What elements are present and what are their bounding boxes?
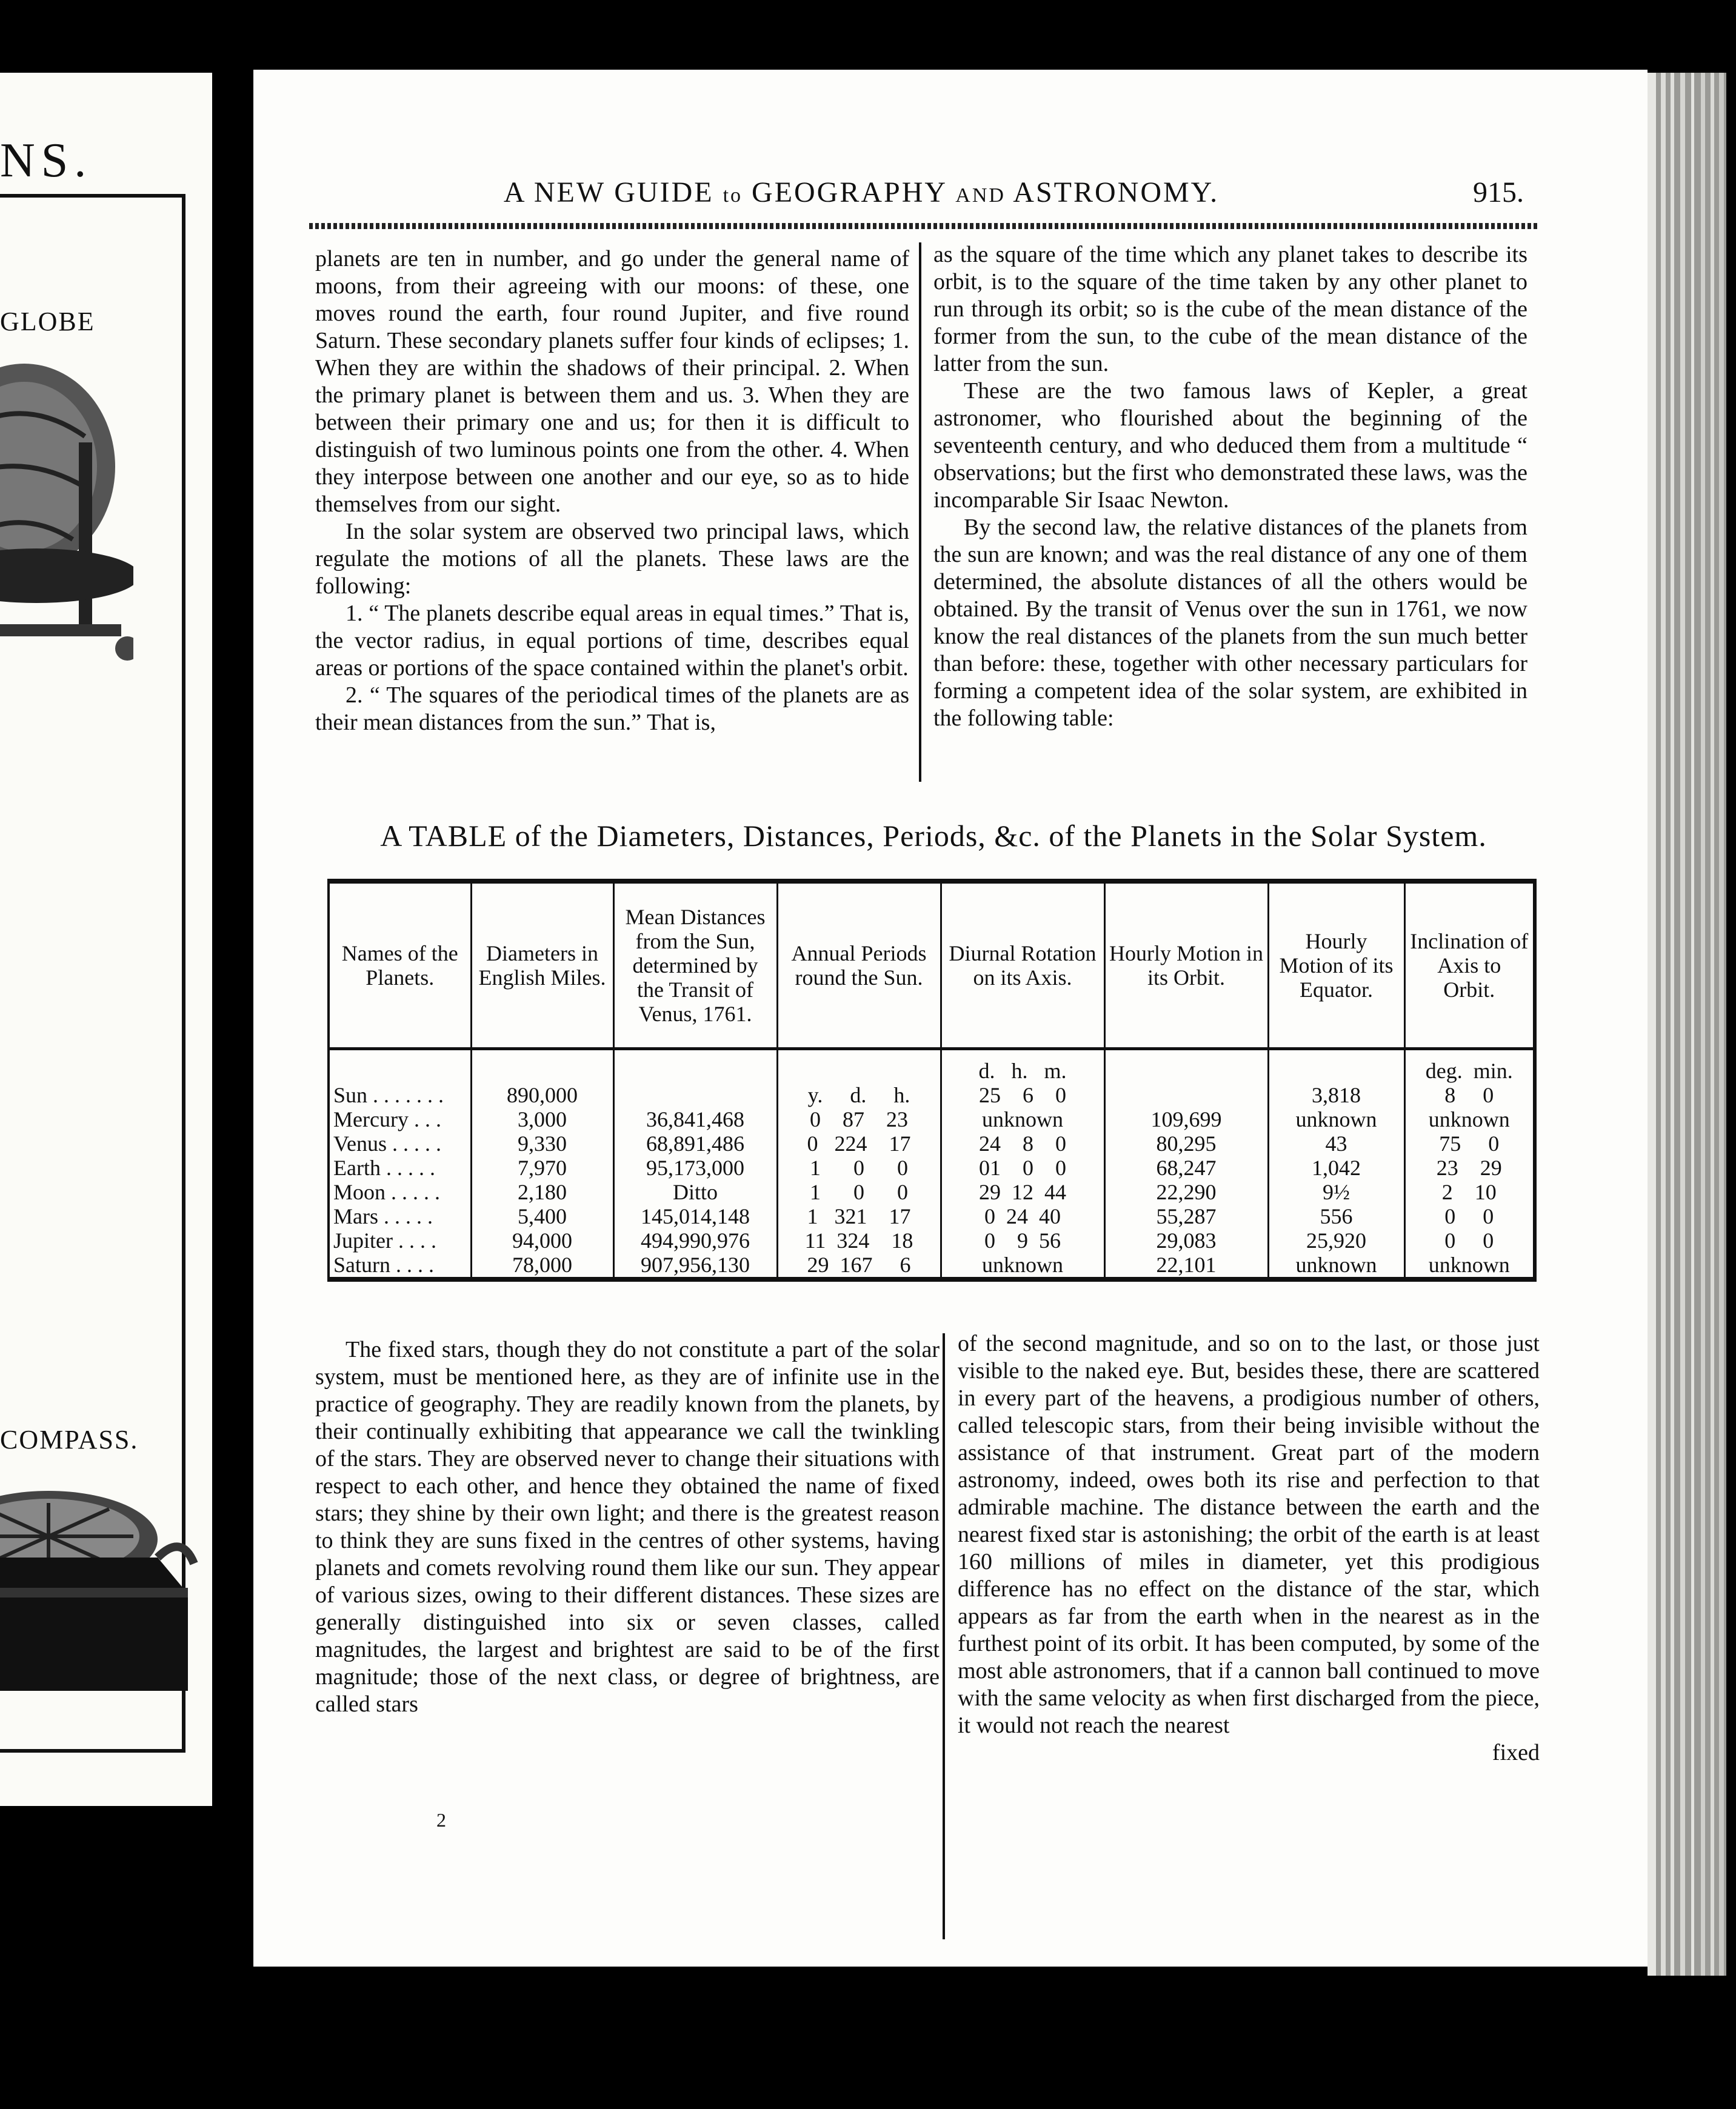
table-cell: 1 0 0 [777, 1156, 941, 1180]
table-cell: Mars . . . . . [333, 1204, 433, 1228]
table-cell: 556 [1268, 1204, 1404, 1228]
running-head-before: A NEW GUIDE [503, 176, 723, 208]
page-number: 915. [1473, 176, 1524, 208]
table-unit-cell [613, 1049, 777, 1084]
column-header: Diameters in English Miles. [471, 881, 613, 1049]
table-cell: Earth . . . . . [333, 1156, 435, 1180]
table-cell: 0 224 17 [777, 1131, 941, 1156]
table-cell: 29,083 [1104, 1228, 1268, 1253]
paragraph: 2. “ The squares of the periodical times of the planets are as their mean distances from the sun.” That is, [315, 682, 909, 735]
text-column-bottom-right [958, 1330, 1540, 1767]
planets-table [327, 879, 1537, 1282]
table-unit-cell: d. h. m. [941, 1049, 1104, 1084]
table-cell: 95,173,000 [613, 1156, 777, 1180]
running-head-and: AND [955, 184, 1006, 207]
column-header: Diurnal Rotation on its Axis. [941, 881, 1104, 1049]
table-cell: 55,287 [1104, 1204, 1268, 1228]
text-column-top-left [315, 245, 909, 736]
table-cell: 3,818 [1268, 1083, 1404, 1107]
table-unit-cell [777, 1049, 941, 1084]
column-rule [943, 1333, 945, 1939]
table-unit-cell: deg. min. [1404, 1049, 1535, 1084]
table-cell: 36,841,468 [613, 1107, 777, 1131]
table-cell: 494,990,976 [613, 1228, 777, 1253]
table-cell: Venus . . . . . [333, 1131, 441, 1156]
column-header: Annual Periods round the Sun. [777, 881, 941, 1049]
table-cell: 907,956,130 [613, 1253, 777, 1279]
column-header: Names of the Planets. [329, 881, 471, 1049]
table-cell: 0 24 40 [941, 1204, 1104, 1228]
table-unit-cell [471, 1049, 613, 1084]
table-row [329, 1107, 1535, 1131]
table-cell: 22,290 [1104, 1180, 1268, 1204]
table-cell: unknown [1268, 1107, 1404, 1131]
paragraph: The fixed stars, though they do not constitute a part of the solar system, must be mentioned here, as they are of infinite use in the practice of geography. They are readily known from the planets, by their continually exhibiting that appearance we call the twinkling of the stars. They are observed never to change their situations with respect to each other, and hence they obtained the name of fixed stars; they shine by their own light; and there is the greatest reason to think they are suns fixed in the centres of other systems, having planets and comets revolving round them like our sun. They appear of various sizes, owing to their different distances. These sizes are generally distinguished into six or seven classes, called magnitudes, the largest and brightest are said to be of the first magnitude; those of the next class, or degree of brightness, are called stars [315, 1337, 940, 1717]
column-header: Inclination of Axis to Orbit. [1404, 881, 1535, 1049]
running-head-after: ASTRONOMY. [1005, 176, 1220, 208]
table-body [329, 1049, 1535, 1280]
table-cell: 3,000 [471, 1107, 613, 1131]
column-rule [919, 242, 921, 782]
globe-illustration [0, 358, 133, 673]
table-cell: Moon . . . . . [333, 1180, 441, 1204]
table-cell: unknown [941, 1253, 1104, 1279]
table-unit-cell [1268, 1049, 1404, 1084]
table-cell: 1 321 17 [777, 1204, 941, 1228]
table-cell: 11 324 18 [777, 1228, 941, 1253]
table-cell: 25,920 [1268, 1228, 1404, 1253]
table-cell: 29 167 6 [777, 1253, 941, 1279]
table-cell: 2 10 [1404, 1180, 1535, 1204]
table-cell: 9½ [1268, 1180, 1404, 1204]
table-cell: Jupiter . . . . [333, 1228, 436, 1253]
table-cell: 8 0 [1404, 1083, 1535, 1107]
table-cell: 23 29 [1404, 1156, 1535, 1180]
globe-plate-label: GLOBE [0, 307, 95, 336]
table-cell: unknown [1268, 1253, 1404, 1279]
table-row [329, 1156, 1535, 1180]
table-cell: 80,295 [1104, 1131, 1268, 1156]
table-cell: 145,014,148 [613, 1204, 777, 1228]
table-cell: 1,042 [1268, 1156, 1404, 1180]
running-head-middle: GEOGRAPHY [743, 176, 956, 208]
paragraph: of the second magnitude, and so on to the last, or those just visible to the naked eye. But, besides these, there are scattered in every part of the heavens, a prodigious number of others, called telescopic stars, from their being invisible without the assistance of that instrument. Great part of the modern astronomy, indeed, owes both its rise and perfection to that admirable machine. The distance between the earth and the nearest fixed star is astonishing; the orbit of the earth is at least 160 millions of miles in diameter, yet this prodigious difference has no effect on the distance of the star, which appears as far from the earth when in the nearest as in the furthest point of its orbit. It has been computed, by some of the most able astronomers, that if a cannon ball continued to move with the same velocity as when first discharged from the piece, it would not reach the nearest [958, 1331, 1540, 1738]
column-header: Hourly Motion in its Orbit. [1104, 881, 1268, 1049]
table-cell: 25 6 0 [941, 1083, 1104, 1107]
head-rule [309, 223, 1540, 229]
paragraph: 1. “ The planets describe equal areas in equal times.” That is, the vector radius, in equal portions of time, describes equal areas or portions of the space contained within the planet's orbit. [315, 601, 909, 681]
table-cell: 94,000 [471, 1228, 613, 1253]
paragraph: By the second law, the relative distances of the planets from the sun are known; and was the real distance of any one of them determined, the absolute distances of all the others would be obtained. By the transit of Venus over the sun in 1761, we now know the real distances of the planets from the sun much better than before: these, together with other necessary particulars for forming a competent idea of the solar system, are exhibited in the following table: [933, 515, 1527, 731]
table-cell: unknown [1404, 1107, 1535, 1131]
table-cell: 78,000 [471, 1253, 613, 1279]
table-cell: 1 0 0 [777, 1180, 941, 1204]
table-cell: y. d. h. [777, 1083, 941, 1107]
table-cell: Saturn . . . . [333, 1253, 434, 1277]
table-cell: 22,101 [1104, 1253, 1268, 1279]
column-header: Hourly Motion of its Equator. [1268, 881, 1404, 1049]
table-cell: Sun . . . . . . . [333, 1083, 444, 1107]
table-cell [1104, 1083, 1268, 1107]
left-facing-page [0, 73, 212, 1806]
table-cell: 0 0 [1404, 1228, 1535, 1253]
catchword: fixed [1492, 1740, 1540, 1765]
text-column-bottom-left [315, 1336, 940, 1718]
compass-illustration [0, 1473, 200, 1703]
table-row [329, 1131, 1535, 1156]
paragraph: planets are ten in number, and go under the general name of moons, from their agreeing with our moons: of these, one moves round the earth, four round Jupiter, and five round Saturn. These secondary planets suffer four kinds of eclipses; 1. When they are within the shadows of their principal. 2. When the primary planet is between them and us. 3. When they are between their primary one and us; for then it is difficult to distinguish of two luminous points one from the other. 4. When they interpose between one another and our eye, so as to hide themselves from our sight. [315, 246, 909, 517]
table-cell: 109,699 [1104, 1107, 1268, 1131]
paragraph: In the solar system are observed two principal laws, which regulate the motions of all the planets. These laws are the following: [315, 519, 909, 599]
table-cell: 2,180 [471, 1180, 613, 1204]
table-cell: unknown [1404, 1253, 1535, 1279]
table-header-row [329, 881, 1535, 1049]
table-cell: 68,891,486 [613, 1131, 777, 1156]
table-row [329, 1228, 1535, 1253]
table-cell: Ditto [613, 1180, 777, 1204]
table-cell [613, 1083, 777, 1107]
table-row [329, 1180, 1535, 1204]
table-cell: 890,000 [471, 1083, 613, 1107]
paragraph: as the square of the time which any planet takes to describe its orbit, is to the square of the time taken by any other planet to run through its orbit; so is the cube of the mean distance of the former from the sun, to the cube of the mean distance of the latter from the sun. [933, 242, 1527, 376]
running-head-to: to [723, 184, 743, 207]
paragraph: These are the two famous laws of Kepler, a great astronomer, who flourished about the beginning of the seventeenth century, and who deduced them from a multitude “ observations; but the first who demonstrated these laws, was the incomparable Sir Isaac Newton. [933, 378, 1527, 513]
table-cell: unknown [941, 1107, 1104, 1131]
table-cell: 7,970 [471, 1156, 613, 1180]
table-cell: 24 8 0 [941, 1131, 1104, 1156]
table-cell: 5,400 [471, 1204, 613, 1228]
table-cell: 29 12 44 [941, 1180, 1104, 1204]
table-title: A TABLE of the Diameters, Distances, Periods, &c. of the Planets in the Solar System. [380, 819, 1487, 853]
table-row [329, 1204, 1535, 1228]
table-cell: 9,330 [471, 1131, 613, 1156]
table-cell: 68,247 [1104, 1156, 1268, 1180]
column-header: Mean Distances from the Sun, determined by the Transit of Venus, 1761. [613, 881, 777, 1049]
text-column-top-right [933, 241, 1527, 732]
compass-plate-label: COMPASS. [0, 1425, 139, 1454]
table-cell: 75 0 [1404, 1131, 1535, 1156]
table-cell: 43 [1268, 1131, 1404, 1156]
page-edges [1648, 73, 1726, 1976]
table-row [329, 1083, 1535, 1107]
running-head [276, 176, 1446, 209]
table-row [329, 1253, 1535, 1279]
signature-mark: 2 [436, 1809, 446, 1831]
table-cell: 0 9 56 [941, 1228, 1104, 1253]
table-cell: 0 0 [1404, 1204, 1535, 1228]
left-running-head: NS. [0, 134, 93, 187]
table-unit-row [329, 1049, 1535, 1084]
table-cell: 0 87 23 [777, 1107, 941, 1131]
table-cell: 01 0 0 [941, 1156, 1104, 1180]
table-unit-cell [1104, 1049, 1268, 1084]
table-unit-cell [329, 1049, 471, 1084]
table-cell: Mercury . . . [333, 1107, 441, 1131]
